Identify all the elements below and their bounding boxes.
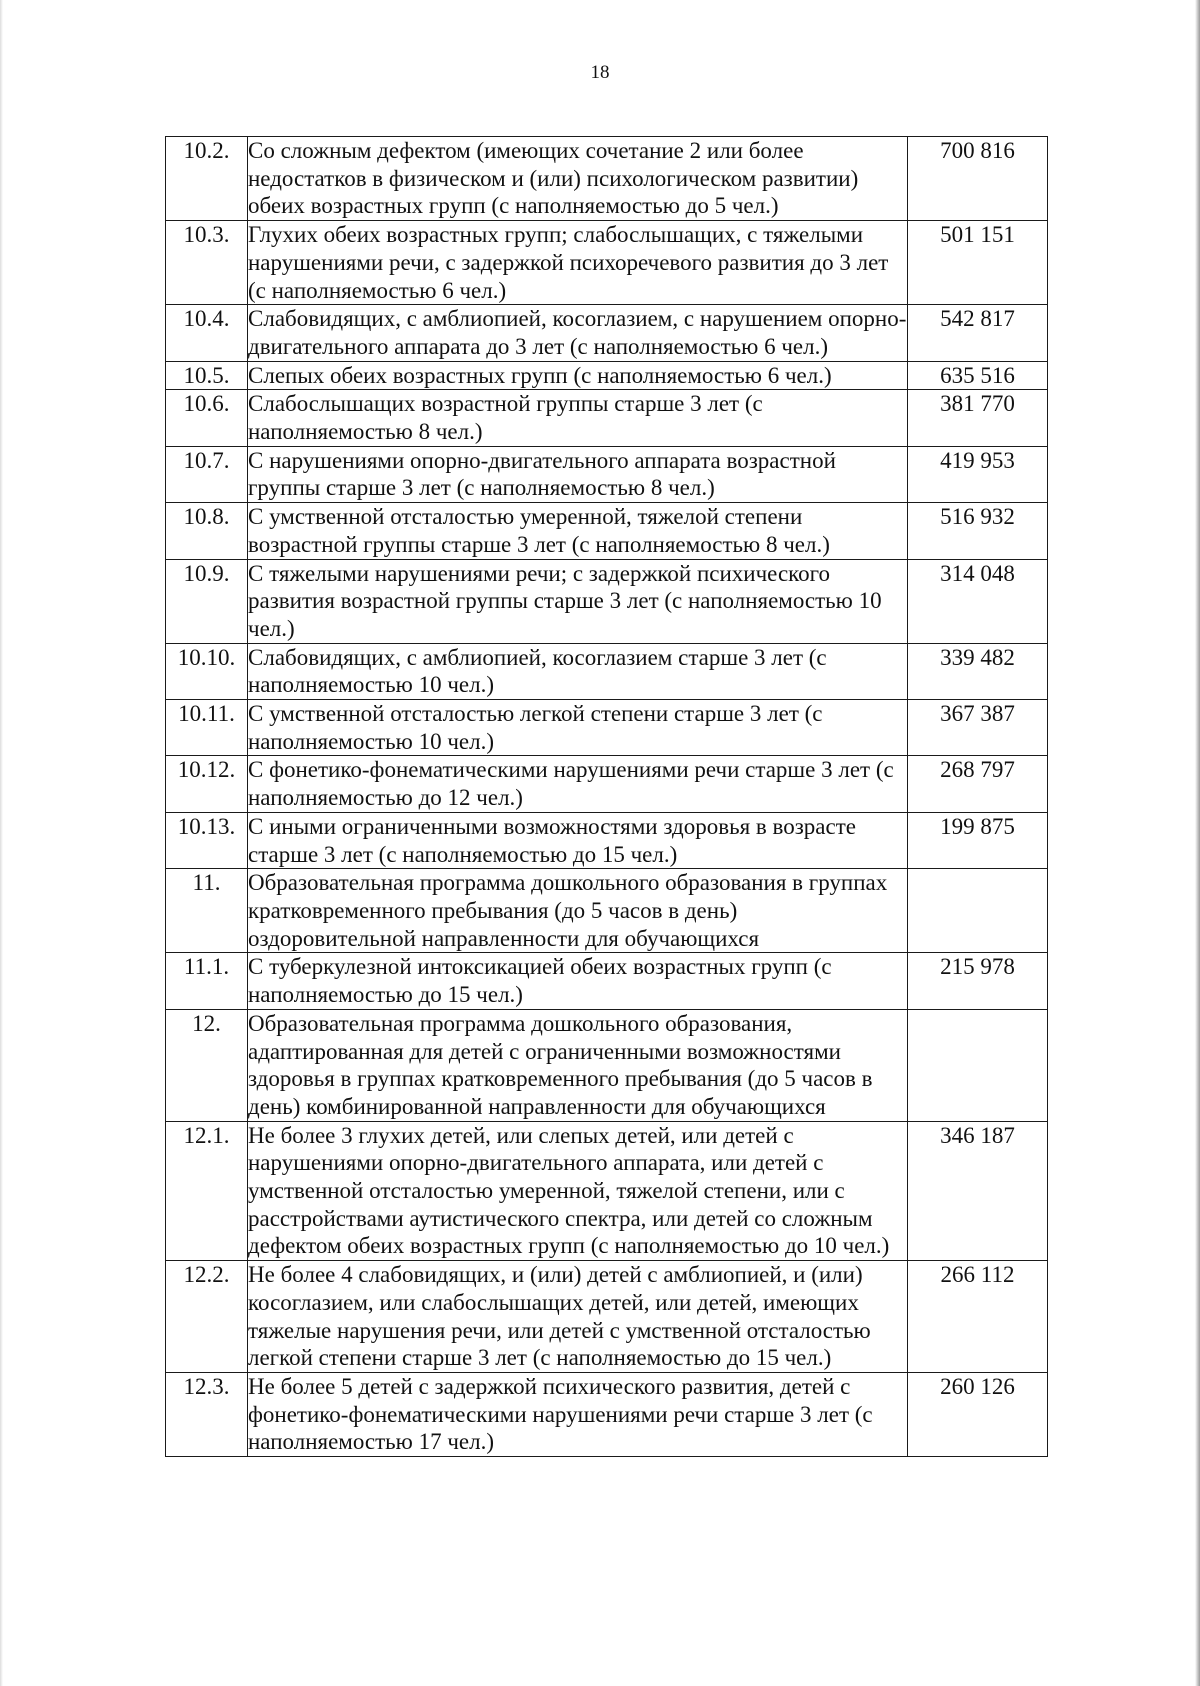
row-description: Со сложным дефектом (имеющих сочетание 2 или более недостатков в физическом и (или) психологическом развитии) обеих возрастных групп (с наполняемостью до 5 чел.)	[248, 137, 908, 221]
row-value: 516 932	[908, 503, 1048, 559]
row-description: Не более 4 слабовидящих, и (или) детей с амблиопией, и (или) косоглазием, или слабослышащих детей, или детей, имеющих тяжелые нарушения речи, или детей с умственной отсталостью легкой степени старше 3 лет (с наполняемостью до 15 чел.)	[248, 1261, 908, 1373]
row-number: 10.12.	[166, 756, 248, 812]
row-number: 12.	[166, 1009, 248, 1121]
row-value: 700 816	[908, 137, 1048, 221]
row-number: 12.3.	[166, 1372, 248, 1456]
row-value: 346 187	[908, 1121, 1048, 1261]
row-number: 12.1.	[166, 1121, 248, 1261]
row-number: 10.3.	[166, 221, 248, 305]
table-row	[166, 1261, 1048, 1373]
row-description: Не более 5 детей с задержкой психического развития, детей с фонетико-фонематическими нарушениями речи старше 3 лет (с наполняемостью 17 чел.)	[248, 1372, 908, 1456]
table-row	[166, 869, 1048, 953]
table-row	[166, 446, 1048, 502]
row-value: 266 112	[908, 1261, 1048, 1373]
row-description: С иными ограниченными возможностями здоровья в возрасте старше 3 лет (с наполняемостью до 15 чел.)	[248, 812, 908, 868]
table-row	[166, 700, 1048, 756]
table-row	[166, 953, 1048, 1009]
row-description: С туберкулезной интоксикацией обеих возрастных групп (с наполняемостью до 15 чел.)	[248, 953, 908, 1009]
row-description: С умственной отсталостью легкой степени старше 3 лет (с наполняемостью 10 чел.)	[248, 700, 908, 756]
row-description: Глухих обеих возрастных групп; слабослышащих, с тяжелыми нарушениями речи, с задержкой психоречевого развития до 3 лет (с наполняемостью 6 чел.)	[248, 221, 908, 305]
table-row	[166, 756, 1048, 812]
page-number: 18	[590, 62, 610, 83]
tariff-table	[165, 136, 1048, 1457]
table-row	[166, 812, 1048, 868]
row-value: 268 797	[908, 756, 1048, 812]
row-description: Слабослышащих возрастной группы старше 3 лет (с наполняемостью 8 чел.)	[248, 390, 908, 446]
row-description: С тяжелыми нарушениями речи; с задержкой психического развития возрастной группы старше 3 лет (с наполняемостью 10 чел.)	[248, 559, 908, 643]
table-row	[166, 1121, 1048, 1261]
row-number: 10.2.	[166, 137, 248, 221]
table-row	[166, 1372, 1048, 1456]
row-description: Образовательная программа дошкольного образования, адаптированная для детей с ограниченными возможностями здоровья в группах кратковременного пребывания (до 5 часов в день) комбинированной направленности для обучающихся	[248, 1009, 908, 1121]
row-description: С фонетико-фонематическими нарушениями речи старше 3 лет (с наполняемостью до 12 чел.)	[248, 756, 908, 812]
row-number: 10.4.	[166, 305, 248, 361]
row-value: 215 978	[908, 953, 1048, 1009]
row-description: С умственной отсталостью умеренной, тяжелой степени возрастной группы старше 3 лет (с наполняемостью 8 чел.)	[248, 503, 908, 559]
row-value: 314 048	[908, 559, 1048, 643]
row-number: 11.1.	[166, 953, 248, 1009]
scan-left-edge	[0, 0, 3, 1686]
table-row	[166, 503, 1048, 559]
row-description: Не более 3 глухих детей, или слепых детей, или детей с нарушениями опорно-двигательного аппарата, или детей с умственной отсталостью умеренной, тяжелой степени, или с расстройствами аутистического спектра, или детей со сложным дефектом обеих возрастных групп (с наполняемостью до 10 чел.)	[248, 1121, 908, 1261]
row-description: С нарушениями опорно-двигательного аппарата возрастной группы старше 3 лет (с наполняемостью 8 чел.)	[248, 446, 908, 502]
row-number: 10.10.	[166, 643, 248, 699]
row-value: 260 126	[908, 1372, 1048, 1456]
row-description: Слабовидящих, с амблиопией, косоглазием, с нарушением опорно-двигательного аппарата до 3 лет (с наполняемостью 6 чел.)	[248, 305, 908, 361]
scan-right-edge	[1195, 0, 1200, 1686]
row-value: 199 875	[908, 812, 1048, 868]
row-number: 10.13.	[166, 812, 248, 868]
table-row	[166, 305, 1048, 361]
row-value: 367 387	[908, 700, 1048, 756]
row-number: 10.8.	[166, 503, 248, 559]
table-row	[166, 221, 1048, 305]
row-value: 419 953	[908, 446, 1048, 502]
row-number: 12.2.	[166, 1261, 248, 1373]
row-value: 542 817	[908, 305, 1048, 361]
row-number: 10.11.	[166, 700, 248, 756]
row-value: 635 516	[908, 361, 1048, 390]
row-value	[908, 1009, 1048, 1121]
table-row	[166, 137, 1048, 221]
row-number: 11.	[166, 869, 248, 953]
table-row	[166, 643, 1048, 699]
row-description: Слепых обеих возрастных групп (с наполняемостью 6 чел.)	[248, 361, 908, 390]
row-number: 10.6.	[166, 390, 248, 446]
table-row	[166, 559, 1048, 643]
table-row	[166, 1009, 1048, 1121]
row-value: 501 151	[908, 221, 1048, 305]
row-number: 10.5.	[166, 361, 248, 390]
row-number: 10.7.	[166, 446, 248, 502]
row-description: Образовательная программа дошкольного образования в группах кратковременного пребывания (до 5 часов в день) оздоровительной направленности для обучающихся	[248, 869, 908, 953]
row-value	[908, 869, 1048, 953]
row-value: 339 482	[908, 643, 1048, 699]
table-row	[166, 361, 1048, 390]
row-value: 381 770	[908, 390, 1048, 446]
table-row	[166, 390, 1048, 446]
row-number: 10.9.	[166, 559, 248, 643]
row-description: Слабовидящих, с амблиопией, косоглазием старше 3 лет (с наполняемостью 10 чел.)	[248, 643, 908, 699]
